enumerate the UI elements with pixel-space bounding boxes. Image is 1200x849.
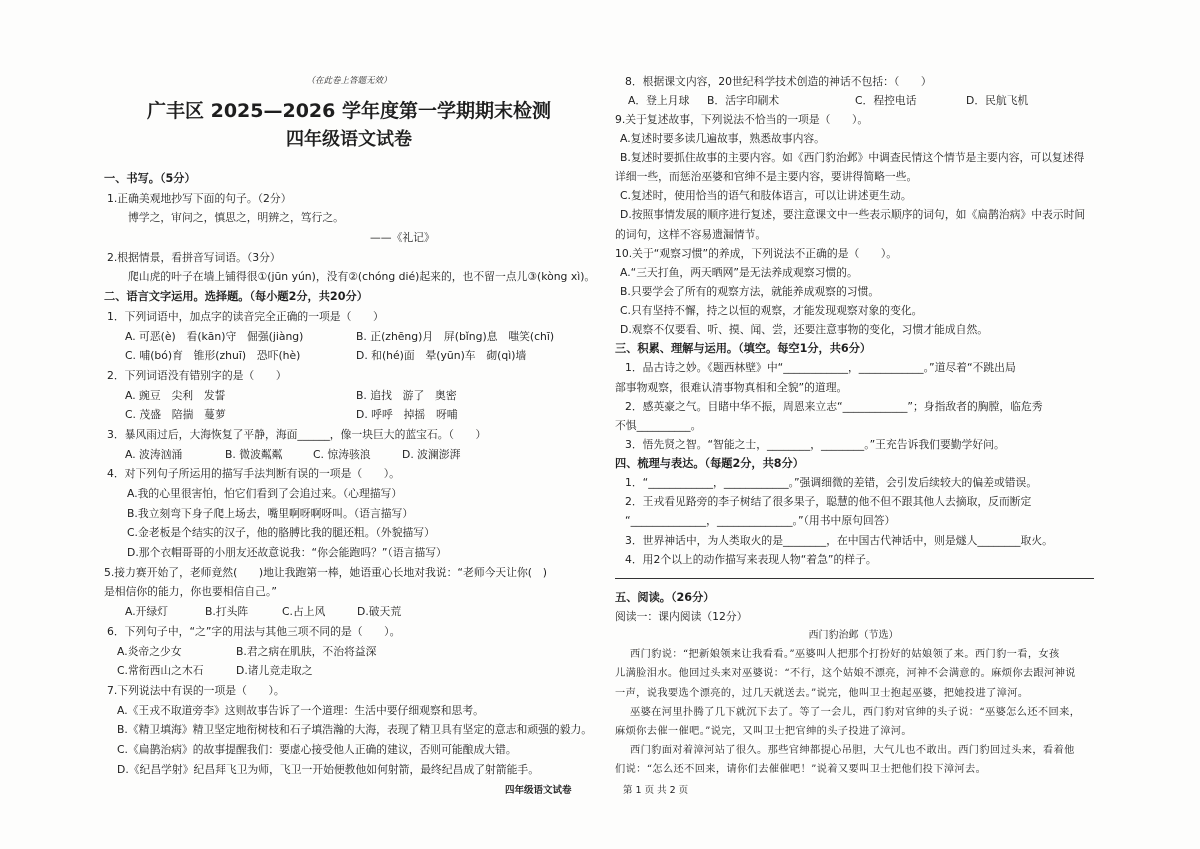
answer-notice: （在此卷上答题无效）	[306, 76, 392, 86]
q9-option-c: C.复述时，使用恰当的语气和肢体语言，可以让讲述更生动。	[620, 189, 912, 203]
s4-q1: 1．“____________，____________。”强调细微的差错，会引发后续较大的偏差或错误。	[625, 476, 1038, 490]
section-1-heading: 一、书写。（5分）	[104, 172, 196, 185]
exam-subtitle: 四年级语文试卷	[286, 129, 412, 150]
passage-title: 西门豹治邺（节选）	[808, 630, 899, 642]
s2-q6-option-a: A.炎帝之少女	[117, 644, 182, 658]
s2-q4-option-b: B.我立刻弯下身子爬上场去，嘴里啊呀啊呀叫。（语言描写）	[127, 506, 414, 520]
s2-q3-stem: 3．暴风雨过后，大海恢复了平静，海面______，像一块巨大的蓝宝石。（ ）	[107, 427, 487, 441]
s4-q3: 3．世界神话中，为人类取火的是________，在中国古代神话中，则是燧人________取火。	[625, 533, 1053, 547]
s2-q5-option-b: B.打头阵	[205, 605, 249, 619]
s2-q1-option-d: D. 和(hé)面 晕(yūn)车 砌(qì)墙	[356, 349, 527, 363]
section-4-heading: 四、梳理与表达。（每题2分，共8分）	[615, 457, 804, 470]
s2-q6-options-row-2	[104, 661, 594, 681]
s2-q4-option-a: A.我的心里很害怕，怕它们看到了会追过来。（心理描写）	[127, 487, 403, 500]
s2-q1-stem: 1．下列词语中，加点字的读音完全正确的一项是（ ）	[107, 309, 384, 323]
s2-q6-stem: 6．下列句子中，“之”字的用法与其他三项不同的是（ ）。	[107, 624, 401, 638]
q8-option-b: B．活字印刷术	[707, 93, 780, 107]
s2-q5-stem-cont: 是相信你的能力，你也要相信自己。”	[104, 585, 277, 599]
s2-q4-option-d: D.那个衣帽哥哥的小朋友还故意说我：“你会能跑吗？”（语言描写）	[127, 546, 447, 560]
section-3-heading: 三、积累、理解与运用。（填空。每空1分，共6分）	[615, 342, 872, 356]
s2-q4-stem: 4．对下列句子所运用的描写手法判断有误的一项是（ ）。	[107, 467, 400, 481]
q10-option-a: A.“三天打鱼，两天晒网”是无法养成观察习惯的。	[620, 265, 858, 279]
s2-q2-option-d: D. 呼呼 掉摇 呀哺	[356, 408, 458, 422]
s2-q7-option-d: D.《纪昌学射》纪昌拜飞卫为师，飞卫一开始便教他如何射箭，最终纪昌成了射箭能手。	[117, 762, 540, 776]
s2-q2-options-row-2	[104, 405, 594, 425]
s2-q3-option-a: A. 波涛汹涌	[125, 447, 183, 461]
q9-option-b-cont: 详细一些，而惩治巫婆和官绅不是主要内容，要讲得简略一些。	[615, 170, 918, 184]
q8-option-d: D．民航飞机	[966, 93, 1029, 107]
section-2-heading: 二、语言文字运用。选择题。（每小题2分，共20分）	[104, 290, 368, 304]
footer-page-number: 第 1 页 共 2 页	[623, 785, 689, 796]
s2-q3-option-c: C. 惊涛骇浪	[313, 447, 371, 461]
s2-q7-option-b: B.《精卫填海》精卫坚定地衔树枝和石子填浩瀚的大海，表现了精卫具有坚定的意志和顽强的毅力。	[117, 723, 593, 737]
passage-line: 一声，说我要选个漂亮的，过几天就送去。”说完，他叫卫士抱起巫婆，把她投进了漳河。	[615, 687, 1029, 699]
s3-q2: 2．感英豪之气。目睹中华不振，周恩来立志“____________”；身指敌者的胸膛，临危秀	[625, 399, 1043, 413]
s2-q5-options	[104, 602, 594, 622]
q10-option-c: C.只有坚持不懈，持之以恒的观察，才能发现观察对象的变化。	[620, 304, 923, 317]
s1-q2-text: 爬山虎的叶子在墙上铺得很①(jūn yún)，没有②(chóng dié)起来的，也不留一点儿③(kòng xì)。	[128, 270, 596, 284]
s2-q5-option-d: D.破天荒	[357, 605, 402, 619]
s2-q1-options-row-2	[104, 346, 594, 366]
s3-q2-cont: 不惧__________。	[615, 418, 702, 432]
s2-q3-option-d: D. 波澜澎湃	[402, 447, 461, 461]
q8-options	[615, 91, 1092, 110]
section-divider	[615, 569, 1092, 588]
s2-q2-stem: 2．下列词语没有错别字的是（ ）	[107, 368, 287, 382]
footer-exam-label: 四年级语文试卷	[505, 785, 572, 796]
q10-stem: 10.关于“观察习惯”的养成，下列说法不正确的是（ ）。	[615, 246, 898, 260]
s1-q2-stem: 2.根据情景，看拼音写词语。（3分）	[107, 250, 281, 264]
s2-q1-option-b: B. 正(zhēng)月 屏(bǐng)息 嗤笑(chī)	[356, 329, 555, 343]
s1-q1-source: ——《礼记》	[370, 231, 435, 245]
s2-q7-option-c: C.《扁鹊治病》的故事提醒我们：要虚心接受他人正确的建议，否则可能酿成大错。	[117, 742, 517, 756]
s2-q6-options-row-1	[104, 642, 594, 662]
s2-q5-stem: 5.接力赛开始了，老师竟然( )地让我跑第一棒，她语重心长地对我说：“老师今天让你( )	[104, 565, 548, 579]
reading-1-subheading: 阅读一：课内阅读（12分）	[615, 610, 748, 623]
s2-q6-option-c: C.常衔西山之木石	[117, 664, 204, 678]
s3-q3: 3．悟先贤之智。“智能之士，________，________。”王充告诉我们要勤学好问。	[625, 437, 1005, 451]
passage-line: 麻烦你去催一催吧。”说完，又叫卫士把官绅的头子投进了漳河。	[615, 725, 912, 737]
passage-line: 儿满脸泪水。他回过头来对巫婆说：“不行，这个姑娘不漂亮，河神不会满意的。麻烦你去跟河神说	[615, 668, 1076, 680]
passage-line: 巫婆在河里扑腾了几下就沉下去了。等了一会儿，西门豹对官绅的头子说：“巫婆怎么还不回来，	[630, 706, 1081, 718]
s2-q3-option-b: B. 微波粼粼	[225, 447, 283, 461]
passage-line: 西门豹说：“把新娘领来让我看看。”巫婆叫人把那个打扮好的姑娘领了来。西门豹一看，女孩	[630, 649, 1060, 661]
s2-q4-option-c: C.金老板是个结实的汉子，他的胳膊比我的腿还粗。（外貌描写）	[127, 526, 435, 540]
s2-q2-option-c: C. 茂盛 陪揣 蔓萝	[125, 408, 226, 422]
s3-q1-cont: 部事物观察，很难认清事物真相和全貌”的道理。	[615, 380, 848, 394]
s2-q2-options-row-1	[104, 386, 594, 406]
s1-q1-stem: 1.正确美观地抄写下面的句子。（2分）	[107, 191, 292, 205]
s2-q5-option-c: C.占上风	[282, 605, 326, 619]
s2-q1-options-row-1	[104, 327, 594, 347]
s4-q2-cont: “______________，______________。”（用书中原句回答）	[625, 514, 896, 528]
s2-q1-option-c: C. 哺(bó)育 锥形(zhuī) 恐吓(hè)	[125, 349, 301, 363]
s2-q6-option-d: D.诸儿竞走取之	[236, 664, 313, 678]
s2-q7-option-a: A.《王戎不取道旁李》这则故事告诉了一个道理：生活中要仔细观察和思考。	[117, 703, 484, 717]
s2-q1-option-a: A. 可恶(è) 看(kān)守 倔强(jiàng)	[125, 329, 304, 343]
s2-q3-options	[104, 445, 594, 465]
s2-q7-stem: 7.下列说法中有误的一项是（ ）。	[107, 683, 285, 697]
passage-line: 西门豹面对着漳河站了很久。那些官绅都提心吊胆，大气儿也不敢出。西门豹回过头来，看着他	[630, 744, 1075, 756]
passage-line: 们说：“怎么还不回来，请你们去催催吧！”说着又要叫卫士把他们投下漳河去。	[615, 764, 987, 775]
q9-option-d: D.按照事情发展的顺序进行复述，要注意课文中一些表示顺序的词句，如《扁鹊治病》中表示时间	[620, 208, 1086, 222]
q10-option-d: D.观察不仅要看、听、摸、闻、尝，还要注意事物的变化，习惯才能成自然。	[620, 323, 989, 337]
s2-q5-option-a: A.开绿灯	[125, 605, 169, 619]
s4-q2: 2．王戎看见路旁的李子树结了很多果子，聪慧的他不但不跟其他人去摘取，反而断定	[625, 495, 1032, 509]
s4-q4: 4．用2个以上的动作描写来表现人物“着急”的样子。	[625, 552, 877, 566]
q8-option-a: A．登上月球	[628, 93, 690, 107]
exam-title: 广丰区 2025—2026 学年度第一学期期末检测	[147, 100, 551, 122]
s3-q1: 1．品古诗之妙。《题西林壁》中“____________，____________。”道尽着“不跳出局	[625, 361, 1016, 375]
q8-option-c: C．程控电话	[855, 93, 917, 107]
q10-option-b: B.只要学会了所有的观察方法，就能养成观察的习惯。	[620, 284, 880, 298]
q9-option-b: B.复述时要抓住故事的主要内容。如《西门豹治邺》中调查民情这个情节是主要内容，可以复述得	[620, 151, 1085, 164]
q9-option-d-cont: 的词句，这样不容易遗漏情节。	[615, 227, 767, 241]
section-5-heading: 五、阅读。（26分）	[615, 590, 715, 604]
right-column	[615, 72, 1092, 780]
s2-q6-option-b: B.君之病在肌肤，不治将益深	[236, 644, 377, 658]
q9-option-a: A.复述时要多读几遍故事，熟悉故事内容。	[620, 131, 825, 145]
s1-q1-text: 博学之，审问之，慎思之，明辨之，笃行之。	[128, 211, 344, 225]
left-column	[104, 72, 594, 779]
s2-q2-option-a: A. 豌豆 尖利 发誓	[125, 388, 226, 402]
q8-stem: 8．根据课文内容，20世纪科学技术创造的神话不包括：（ ）	[625, 74, 932, 88]
q9-stem: 9.关于复述故事，下列说法不恰当的一项是（ ）。	[615, 112, 869, 126]
s2-q2-option-b: B. 追找 游了 奥密	[356, 388, 457, 402]
